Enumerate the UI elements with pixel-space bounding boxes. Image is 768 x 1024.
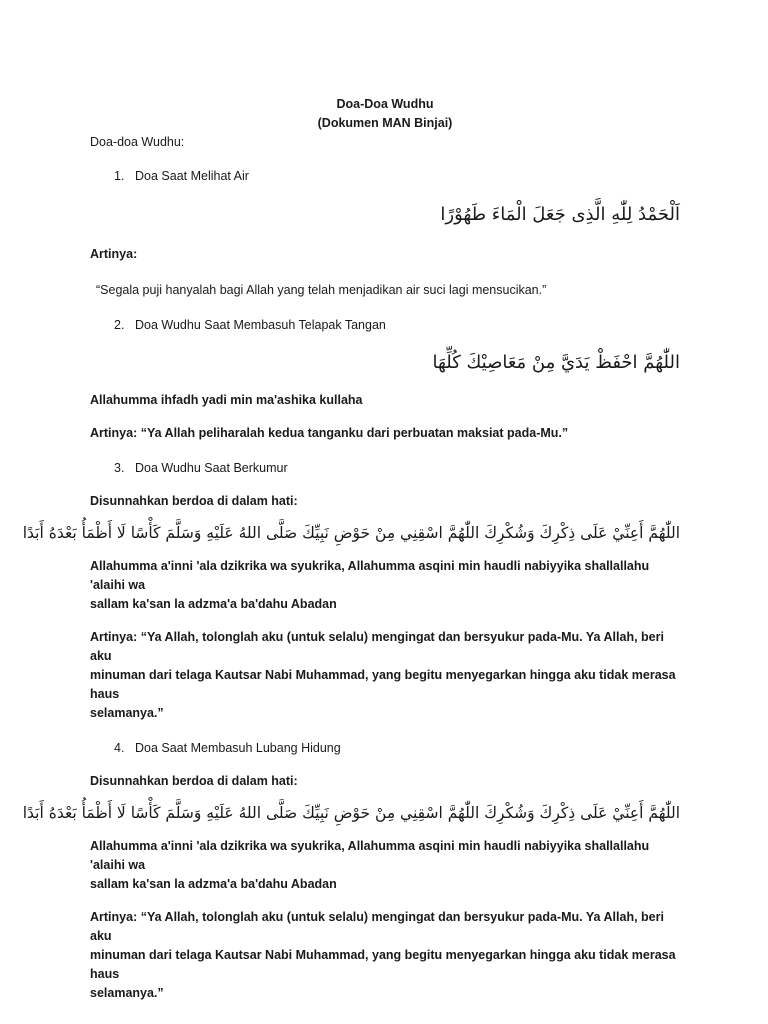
arabic-prayer-2: اللّٰهُمَّ احْفَظْ يَدَيَّ مِنْ مَعَاصِيْكَ كُلِّهَا [432,352,680,373]
latin-text-3b: sallam ka'san la adzma'a ba'dahu Abadan [90,597,337,611]
note-text-3: Disunnahkan berdoa di dalam hati: [90,494,298,508]
latin-text-4a: Allahumma a'inni 'ala dzikrika wa syukrika, Allahumma asqini min haudli nabiyyika shallallahu 'alaihi wa [90,839,650,872]
meaning-text-4c: selamanya.” [90,986,164,1000]
list-number: 4. [114,741,125,755]
latin-text-4b: sallam ka'san la adzma'a ba'dahu Abadan [90,877,337,891]
section-title: Doa Wudhu Saat Membasuh Telapak Tangan [135,318,386,332]
latin-text-3a: Allahumma a'inni 'ala dzikrika wa syukrika, Allahumma asqini min haudli nabiyyika shallallahu 'alaihi wa [90,559,650,592]
section-title: Doa Wudhu Saat Berkumur [135,461,288,475]
meaning-text-3c: selamanya.” [90,706,164,720]
arabic-prayer-3: اللّٰهُمَّ أَعِنِّيْ عَلَى ذِكْرِكَ وَشُكْرِكَ اللّٰهُمَّ اسْقِنِي مِنْ حَوْضِ نَبِيِّكَ صَلَّى اللهُ عَلَيْهِ وَسَلَّمَ كَأْسًا لَا أَظْمَأُ بَعْدَهُ أَبَدًا [22,524,680,542]
latin-text-2: Allahumma ihfadh yadi min ma'ashika kullaha [90,393,363,407]
intro-text: Doa-doa Wudhu: [90,135,185,149]
document-subtitle: (Dokumen MAN Binjai) [317,116,453,130]
section-heading-2 [114,316,680,335]
section-title: Doa Saat Membasuh Lubang Hidung [135,741,341,755]
meaning-text-4b: minuman dari telaga Kautsar Nabi Muhammad, yang begitu menyegarkan hingga aku tidak merasa haus [90,948,676,981]
section-title: Doa Saat Melihat Air [135,169,249,183]
section-heading-4 [114,739,680,758]
meaning-text-1: “Segala puji hanyalah bagi Allah yang telah menjadikan air suci lagi mensucikan.” [96,283,547,297]
meaning-text-4a: Artinya: “Ya Allah, tolonglah aku (untuk selalu) mengingat dan bersyukur pada-Mu. Ya Allah, beri aku [90,910,664,943]
meaning-text-3a: Artinya: “Ya Allah, tolonglah aku (untuk selalu) mengingat dan bersyukur pada-Mu. Ya Allah, beri aku [90,630,664,663]
list-number: 1. [114,169,125,183]
list-number: 3. [114,461,125,475]
section-heading-3 [114,459,680,478]
section-heading-1 [114,167,680,186]
list-number: 2. [114,318,125,332]
document-title: Doa-Doa Wudhu [336,97,434,111]
meaning-label-1: Artinya: [90,247,138,261]
arabic-prayer-4: اللّٰهُمَّ أَعِنِّيْ عَلَى ذِكْرِكَ وَشُكْرِكَ اللّٰهُمَّ اسْقِنِي مِنْ حَوْضِ نَبِيِّكَ صَلَّى اللهُ عَلَيْهِ وَسَلَّمَ كَأْسًا لَا أَظْمَأُ بَعْدَهُ أَبَدًا [22,804,680,822]
arabic-prayer-1: اَلْحَمْدُ لِلّٰهِ الَّذِى جَعَلَ الْمَاءَ طَهُوْرًا [440,204,680,225]
note-text-4: Disunnahkan berdoa di dalam hati: [90,774,298,788]
meaning-text-2: Artinya: “Ya Allah peliharalah kedua tanganku dari perbuatan maksiat pada-Mu.” [90,426,569,440]
meaning-text-3b: minuman dari telaga Kautsar Nabi Muhammad, yang begitu menyegarkan hingga aku tidak merasa haus [90,668,676,701]
